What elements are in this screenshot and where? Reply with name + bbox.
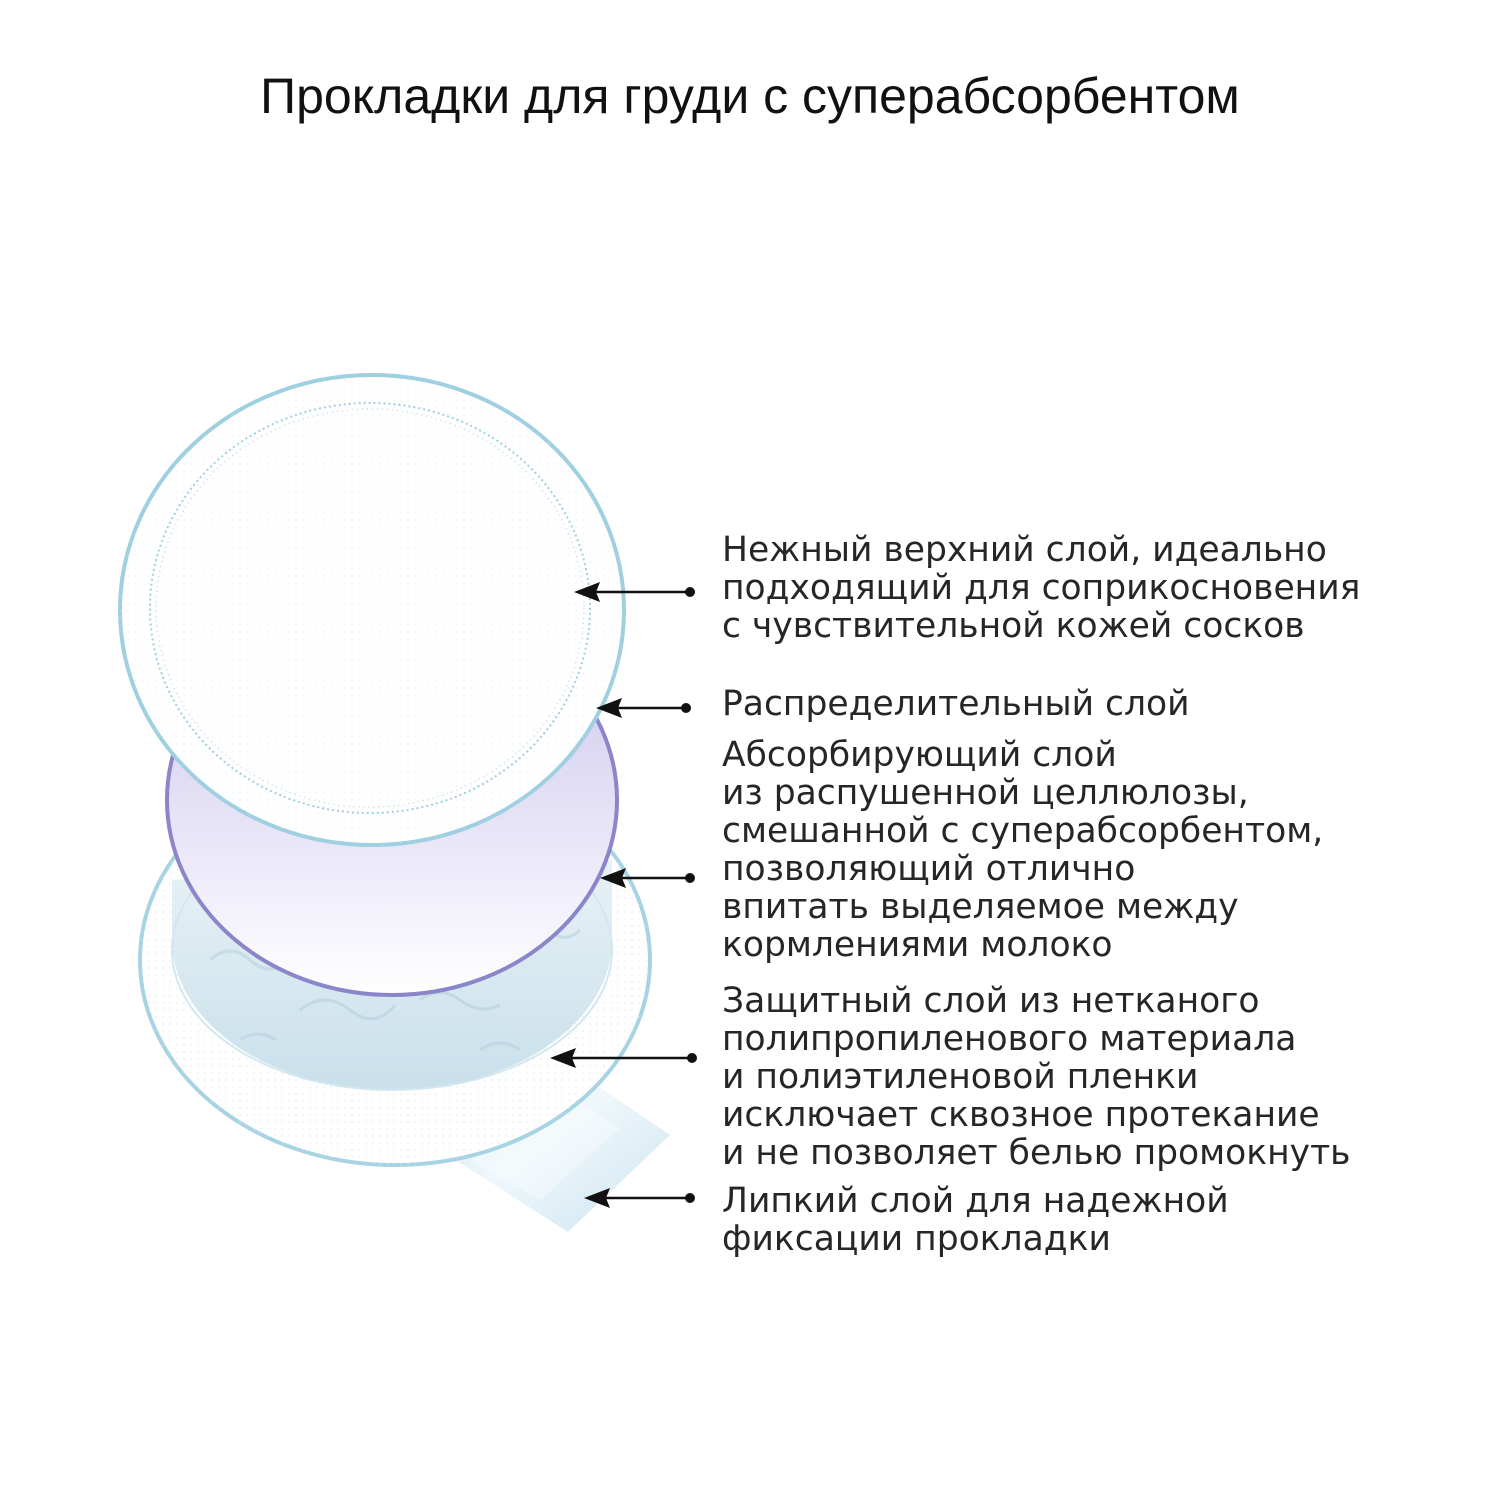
arrow-distribution-layer <box>596 698 691 718</box>
label-line: с чувствительной кожей сосков <box>722 606 1305 646</box>
label-adhesive-layer <box>722 1182 1229 1258</box>
label-line: кормлениями молоко <box>722 925 1113 965</box>
label-line: Нежный верхний слой, идеально <box>722 530 1327 570</box>
label-protective-layer <box>722 982 1351 1172</box>
label-line: подходящий для соприкосновения <box>722 568 1361 608</box>
label-line: впитать выделяемое между <box>722 887 1239 927</box>
label-line: исключает сквозное протекание <box>722 1095 1320 1135</box>
label-line: позволяющий отлично <box>722 849 1136 889</box>
label-line: Защитный слой из нетканого <box>722 981 1260 1021</box>
label-distribution-layer <box>722 685 1190 723</box>
label-line: Липкий слой для надежной <box>722 1181 1229 1221</box>
label-line: и полиэтиленовой пленки <box>722 1057 1199 1097</box>
label-line: Распределительный слой <box>722 684 1190 724</box>
label-line: фиксации прокладки <box>722 1219 1111 1259</box>
label-line: Абсорбирующий слой <box>722 735 1117 775</box>
label-top-layer <box>722 531 1360 645</box>
label-absorbent-layer <box>722 736 1323 964</box>
label-line: и не позволяет белью промокнуть <box>722 1133 1351 1173</box>
label-line: смешанной с суперабсорбентом, <box>722 811 1324 851</box>
label-line: из распушенной целлюлозы, <box>722 773 1249 813</box>
page-title: Прокладки для груди с суперабсорбентом <box>260 68 1240 124</box>
label-line: полипропиленового материала <box>722 1019 1297 1059</box>
top-layer-shape <box>120 375 624 845</box>
